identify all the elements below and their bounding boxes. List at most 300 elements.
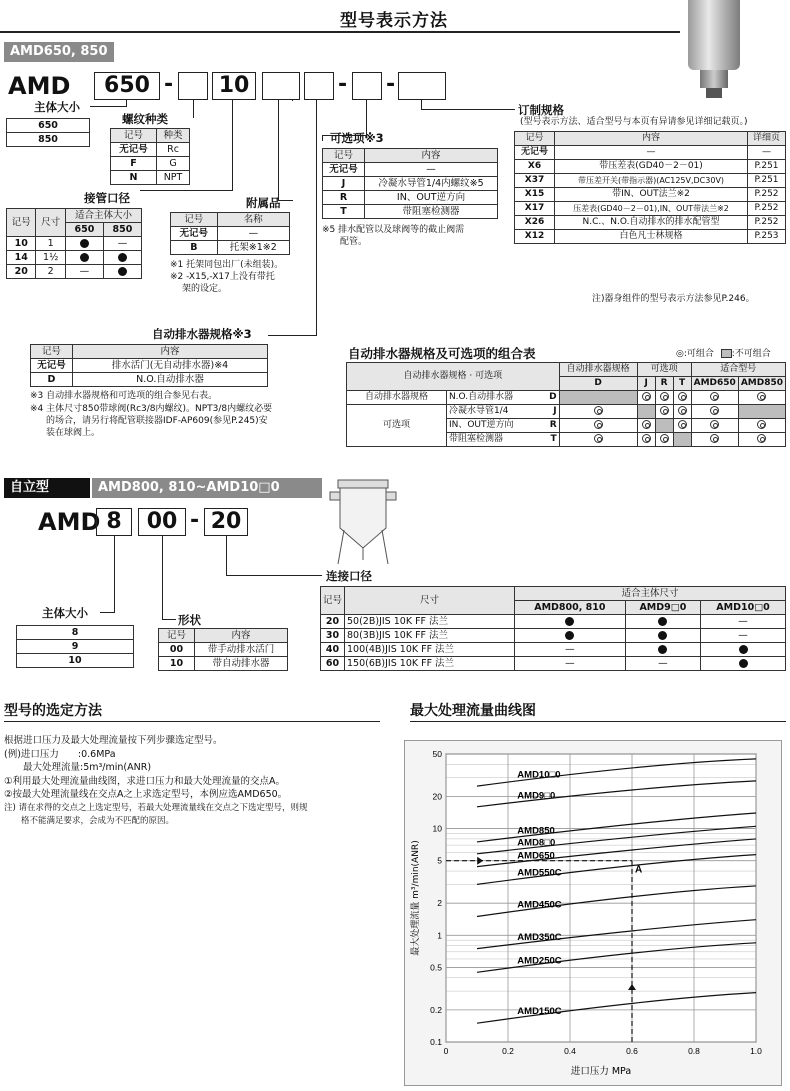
thread-table <box>110 128 190 185</box>
th: 内容 <box>365 149 498 163</box>
available-dot <box>739 645 748 654</box>
size-table <box>6 118 90 147</box>
available-dot <box>80 239 89 248</box>
select-line: 格不能满足要求，会成为不匹配的原因。 <box>4 816 175 826</box>
row-code: T <box>550 434 557 444</box>
th: 记号 <box>7 209 36 237</box>
row-name: IN、OUT逆方向 <box>448 420 514 430</box>
td: R <box>323 191 365 205</box>
series-label: AMD850 <box>517 825 555 837</box>
legend-ok: ◎:可组合 <box>676 349 714 359</box>
leader-line <box>232 100 233 190</box>
th: 自动排水器规格 · 可选项 <box>347 363 560 391</box>
combo-cell-ok <box>637 433 655 447</box>
model-box-port: 10 <box>212 72 256 100</box>
combo-cell-ok <box>738 391 785 405</box>
model-dash: - <box>190 508 200 533</box>
td: J <box>323 177 365 191</box>
select-line: (例)进口压力 :0.6MPa <box>4 748 116 760</box>
ok-icon <box>757 392 766 401</box>
chart-heading: 最大处理流量曲线图 <box>410 703 536 719</box>
series-bar-amd800: AMD800, 810~AMD10□0 <box>92 478 322 498</box>
series-label: AMD150C <box>517 1006 562 1018</box>
model-box-size-2: 8 <box>96 508 132 536</box>
model-box-size: 650 <box>94 72 160 100</box>
series-label: AMD9□0 <box>517 790 556 802</box>
td: — <box>65 265 103 279</box>
ok-icon <box>678 406 687 415</box>
td: 20 <box>321 615 345 629</box>
filter-tank-icon <box>328 468 398 568</box>
combo-cell-ok <box>655 391 673 405</box>
th: 记号 <box>31 345 73 359</box>
model-box-custom <box>398 72 446 100</box>
td <box>446 419 559 433</box>
custom-table <box>514 131 786 244</box>
flow-chart <box>404 740 782 1086</box>
th: 适合型号 <box>691 363 785 377</box>
model-box-accessory <box>262 72 300 100</box>
td <box>65 251 103 265</box>
ok-icon <box>660 434 669 443</box>
ok-icon <box>594 434 603 443</box>
td: 8 <box>17 626 134 640</box>
td <box>515 629 626 643</box>
th: J <box>637 377 655 391</box>
td: 100(4B)JIS 10K FF 法兰 <box>345 643 515 657</box>
leader-line <box>90 106 127 107</box>
select-line: 最大处理流量:5m³/min(ANR) <box>4 762 152 773</box>
model-box-thread <box>178 72 208 100</box>
custom-subnote: (型号表示方法、适合型号与本页有异请参见详细记载页。) <box>520 117 748 127</box>
td <box>625 615 700 629</box>
combo-cell-ok <box>673 391 691 405</box>
combo-cell-ok <box>691 405 738 419</box>
leader-line <box>162 536 163 620</box>
ok-icon <box>757 434 766 443</box>
td: — <box>217 227 289 241</box>
drain-label: 自动排水器规格※3 <box>152 327 252 341</box>
td: 1½ <box>36 251 65 265</box>
ok-icon <box>678 392 687 401</box>
th: 记号 <box>323 149 365 163</box>
td: X12 <box>515 230 555 244</box>
td: 带压差开关(带指示器)(AC125V,DC30V) <box>555 174 748 188</box>
size-label-2: 主体大小 <box>42 606 88 620</box>
x-tick-label: 0 <box>443 1046 449 1056</box>
row-code: D <box>549 392 557 402</box>
available-dot <box>118 253 127 262</box>
leader-line <box>268 335 317 336</box>
td <box>446 433 559 447</box>
th: 内容 <box>73 345 268 359</box>
th: D <box>559 377 637 391</box>
combo-cell-ok <box>738 419 785 433</box>
th: 记号 <box>159 629 195 643</box>
combo-cell-ok <box>655 405 673 419</box>
combo-cell-ng <box>559 391 637 405</box>
td: 带压差表(GD40－2－01) <box>555 160 748 174</box>
td: Rc <box>157 143 190 157</box>
available-dot <box>658 631 667 640</box>
td: 排水活门(无自动排水器)※4 <box>73 359 268 373</box>
page-title: 型号表示方法 <box>340 11 448 31</box>
combo-cell-ok <box>637 391 655 405</box>
model-dash: - <box>338 72 348 97</box>
drain-note: ※3 自动排水器规格和可选项的组合参见右表。 <box>30 391 218 401</box>
row-name: N.O.自动排水器 <box>448 392 514 402</box>
td: 压差表(GD40－2－01),IN、OUT带法兰※2 <box>555 202 748 216</box>
combo-cell-ng <box>655 419 673 433</box>
td <box>701 643 786 657</box>
accessory-note: ※2 -X15,-X17上没有带托 <box>170 272 275 282</box>
td: 带手动排水活门 <box>195 643 288 657</box>
th: 可选项 <box>637 363 691 377</box>
td: D <box>31 373 73 387</box>
combo-title: 自动排水器规格及可选项的组合表 <box>348 346 536 361</box>
th: 850 <box>103 223 141 237</box>
drain-table <box>30 344 268 387</box>
td: 20 <box>7 265 36 279</box>
drain-note: ※4 主体尺寸850带球阀(Rc3/8内螺纹)。NPT3/8内螺纹必要 <box>30 404 273 414</box>
accessory-table <box>170 212 290 255</box>
td: 可选项 <box>347 405 447 447</box>
td: — <box>515 657 626 671</box>
combo-legend <box>676 346 771 359</box>
leader-line <box>226 575 322 576</box>
combo-cell-ng <box>673 433 691 447</box>
th: 650 <box>65 223 103 237</box>
size-cell: 850 <box>7 133 90 147</box>
th: 适合主体大小 <box>65 209 141 223</box>
combo-table <box>346 362 786 447</box>
y-tick-label: 50 <box>432 749 442 759</box>
th: 名称 <box>217 213 289 227</box>
combo-cell-ng <box>738 405 785 419</box>
td: N <box>111 171 157 185</box>
th: AMD800, 810 <box>515 601 626 615</box>
available-dot <box>739 659 748 668</box>
td: — <box>555 146 748 160</box>
ok-icon <box>642 420 651 429</box>
series-label: AMD650 <box>517 850 555 862</box>
td: 14 <box>7 251 36 265</box>
leader-line <box>114 536 115 612</box>
th: 尺寸 <box>36 209 65 237</box>
td: B <box>171 241 218 255</box>
td <box>103 265 141 279</box>
series-label: AMD250C <box>517 955 562 967</box>
legend-ng-swatch <box>721 349 732 358</box>
select-line: 根据进口压力及最大处理流量按下列步骤选定型号。 <box>4 735 223 746</box>
series-label: AMD8□0 <box>517 837 556 849</box>
model-prefix-2: AMD <box>38 508 101 536</box>
td: 1 <box>36 237 65 251</box>
option-note: ※5 排水配管以及球阀等的截止阀需 <box>322 225 465 235</box>
td: 冷凝水导管1/4内螺纹※5 <box>365 177 498 191</box>
ok-icon <box>710 406 719 415</box>
available-dot <box>565 631 574 640</box>
combo-cell-ok <box>738 433 785 447</box>
available-dot <box>118 267 127 276</box>
combo-cell-ok <box>673 405 691 419</box>
leader-line <box>421 109 515 110</box>
leader-line <box>322 135 323 141</box>
th: AMD9□0 <box>625 601 700 615</box>
combo-cell-ok <box>673 419 691 433</box>
td: P.253 <box>748 230 786 244</box>
td: 30 <box>321 629 345 643</box>
td: 40 <box>321 643 345 657</box>
th: 适合主体尺寸 <box>515 587 786 601</box>
leader-line <box>316 100 317 336</box>
th: 记号 <box>321 587 345 615</box>
td: 150(6B)JIS 10K FF 法兰 <box>345 657 515 671</box>
model-prefix: AMD <box>8 72 71 100</box>
select-body <box>4 734 308 829</box>
select-line: ①利用最大处理流量曲线图，求进口压力和最大处理流量的交点A。 <box>4 775 286 787</box>
leader-line <box>278 100 279 200</box>
td: X26 <box>515 216 555 230</box>
td: 10 <box>7 237 36 251</box>
product-photo <box>684 0 744 100</box>
series-label: AMD350C <box>517 932 562 944</box>
conn-table <box>320 586 786 671</box>
select-line: ②按最大处理流量线在交点A之上求选定型号，本例应选AMD650。 <box>4 789 288 800</box>
series-label: AMD450C <box>517 899 562 911</box>
y-tick-label: 5 <box>437 855 442 866</box>
th: AMD650 <box>691 377 738 391</box>
drain-note: 装在球阀上。 <box>46 428 101 438</box>
option-table <box>322 148 498 219</box>
series-label: AMD550C <box>517 867 562 879</box>
plot-area <box>446 754 756 1042</box>
td: 无记号 <box>111 143 157 157</box>
x-tick-label: 0.6 <box>626 1046 638 1056</box>
leader-line <box>162 619 176 620</box>
model-box-option <box>352 72 382 100</box>
size-cell: 650 <box>7 119 90 133</box>
td: X17 <box>515 202 555 216</box>
x-tick-label: 0.4 <box>564 1046 576 1056</box>
td: 10 <box>159 657 195 671</box>
custom-note: 注)器身组件的型号表示方法参见P.246。 <box>592 294 755 304</box>
td: T <box>323 205 365 219</box>
ok-icon <box>757 420 766 429</box>
series-bar-standalone: 自立型 <box>4 478 90 498</box>
combo-cell-ok <box>559 419 637 433</box>
td: NPT <box>157 171 190 185</box>
drain-note: 的场合，请另行将配管联接器IDF-AP609(参见P.245)安 <box>46 416 268 426</box>
combo-cell-ok <box>655 433 673 447</box>
leader-line <box>140 190 233 191</box>
thread-label: 螺纹种类 <box>122 112 168 126</box>
option-label: 可选项※3 <box>330 131 384 145</box>
td: 带IN、OUT法兰※2 <box>555 188 748 202</box>
th: 种类 <box>157 129 190 143</box>
td: X6 <box>515 160 555 174</box>
option-note: 配管。 <box>340 237 368 247</box>
td: 无记号 <box>31 359 73 373</box>
th: 尺寸 <box>345 587 515 615</box>
td: 80(3B)JIS 10K FF 法兰 <box>345 629 515 643</box>
td <box>625 643 700 657</box>
td: 50(2B)JIS 10K FF 法兰 <box>345 615 515 629</box>
td: 9 <box>17 640 134 654</box>
th: 详细页 <box>748 132 786 146</box>
td: G <box>157 157 190 171</box>
combo-cell-ok <box>637 419 655 433</box>
legend-ng: :不可组合 <box>731 349 771 359</box>
th: 记号 <box>111 129 157 143</box>
port-table <box>6 208 142 279</box>
available-dot <box>565 617 574 626</box>
combo-cell-ok <box>691 391 738 405</box>
custom-label: 订制规格 <box>518 103 564 117</box>
td: X15 <box>515 188 555 202</box>
size-label: 主体大小 <box>34 100 80 114</box>
y-tick-label: 1 <box>437 930 442 941</box>
td: — <box>701 629 786 643</box>
th: AMD10□0 <box>701 601 786 615</box>
y-tick-label: 0.5 <box>430 962 442 973</box>
x-tick-label: 1.0 <box>750 1046 762 1056</box>
point-label: A <box>635 864 643 876</box>
td: 2 <box>36 265 65 279</box>
td <box>515 615 626 629</box>
x-axis-label: 进口压力 MPa <box>570 1066 632 1077</box>
leader-line <box>100 612 115 613</box>
ok-icon <box>594 420 603 429</box>
td: F <box>111 157 157 171</box>
combo-cell-ok <box>691 419 738 433</box>
model-box-shape-2: 00 <box>138 508 186 536</box>
leader-line <box>226 536 227 576</box>
select-rule <box>4 721 380 722</box>
conn-label: 连接口径 <box>326 569 372 583</box>
td: P.252 <box>748 188 786 202</box>
model-box-conn-2: 20 <box>204 508 248 536</box>
th: 内容 <box>555 132 748 146</box>
td <box>103 251 141 265</box>
title-rule <box>0 31 680 33</box>
accessory-note: 架的设定。 <box>182 284 228 294</box>
th: 记号 <box>171 213 218 227</box>
model-dash: - <box>386 72 396 97</box>
ok-icon <box>594 406 603 415</box>
td: X37 <box>515 174 555 188</box>
td: 带阻塞检测器 <box>365 205 498 219</box>
combo-cell-ok <box>691 433 738 447</box>
th: 内容 <box>195 629 288 643</box>
leader-line <box>193 100 194 118</box>
td: P.251 <box>748 160 786 174</box>
td: N.O.自动排水器 <box>73 373 268 387</box>
y-tick-label: 2 <box>437 898 442 909</box>
td: 无记号 <box>171 227 218 241</box>
th: R <box>655 377 673 391</box>
y-tick-label: 10 <box>432 823 442 834</box>
select-line: 注) 请在求得的交点之上选定型号，若最大处理流量线在交点之下选定型号，则规 <box>4 802 308 813</box>
ok-icon <box>660 406 669 415</box>
row-name: 带阻塞检测器 <box>448 434 503 444</box>
ok-icon <box>642 434 651 443</box>
td <box>625 629 700 643</box>
size-table-2 <box>16 625 134 668</box>
ok-icon <box>678 420 687 429</box>
chart-rule <box>410 721 786 722</box>
leader-line <box>292 100 293 101</box>
series-label: AMD10□0 <box>517 769 561 781</box>
series-bar-amd650: AMD650, 850 <box>4 42 114 62</box>
td: IN、OUT逆方向 <box>365 191 498 205</box>
td: 60 <box>321 657 345 671</box>
td: — <box>103 237 141 251</box>
y-axis-label: 最大处理流量 m³/min(ANR) <box>411 840 421 956</box>
x-tick-label: 0.8 <box>688 1046 700 1056</box>
x-tick-label: 0.2 <box>502 1046 514 1056</box>
td: 带自动排水器 <box>195 657 288 671</box>
row-code: J <box>553 406 557 416</box>
accessory-note: ※1 托架同包出厂(未组装)。 <box>170 260 284 270</box>
combo-cell-ng <box>637 405 655 419</box>
accessory-label: 附属品 <box>246 196 281 210</box>
y-tick-label: 0.1 <box>430 1037 442 1047</box>
td: — <box>515 643 626 657</box>
td <box>446 391 559 405</box>
td: 10 <box>17 654 134 668</box>
shape-label: 形状 <box>178 613 201 627</box>
th: 记号 <box>515 132 555 146</box>
th: T <box>673 377 691 391</box>
port-label: 接管口径 <box>84 191 130 205</box>
td <box>701 657 786 671</box>
th: AMD850 <box>738 377 785 391</box>
td: 00 <box>159 643 195 657</box>
td: 无记号 <box>323 163 365 177</box>
td: P.251 <box>748 174 786 188</box>
ok-icon <box>710 420 719 429</box>
ok-icon <box>710 434 719 443</box>
td: — <box>625 657 700 671</box>
td: — <box>365 163 498 177</box>
td <box>65 237 103 251</box>
y-tick-label: 0.2 <box>430 1004 442 1015</box>
td <box>446 405 559 419</box>
available-dot <box>658 645 667 654</box>
y-tick-label: 20 <box>432 791 442 802</box>
td: N.C.、N.O.自动排水的排水配管型 <box>555 216 748 230</box>
available-dot <box>658 617 667 626</box>
th: 自动排水器规格 <box>559 363 637 377</box>
model-box-drain <box>304 72 334 100</box>
td: — <box>748 146 786 160</box>
td: P.252 <box>748 216 786 230</box>
available-dot <box>80 253 89 262</box>
td: 白色凡士林规格 <box>555 230 748 244</box>
select-heading: 型号的选定方法 <box>4 703 102 719</box>
td: 无记号 <box>515 146 555 160</box>
ok-icon <box>660 392 669 401</box>
td: 托架※1※2 <box>217 241 289 255</box>
row-code: R <box>549 420 557 430</box>
ok-icon <box>642 392 651 401</box>
combo-cell-ok <box>559 405 637 419</box>
td: — <box>701 615 786 629</box>
combo-cell-ok <box>559 433 637 447</box>
ok-icon <box>710 392 719 401</box>
shape-table <box>158 628 288 671</box>
